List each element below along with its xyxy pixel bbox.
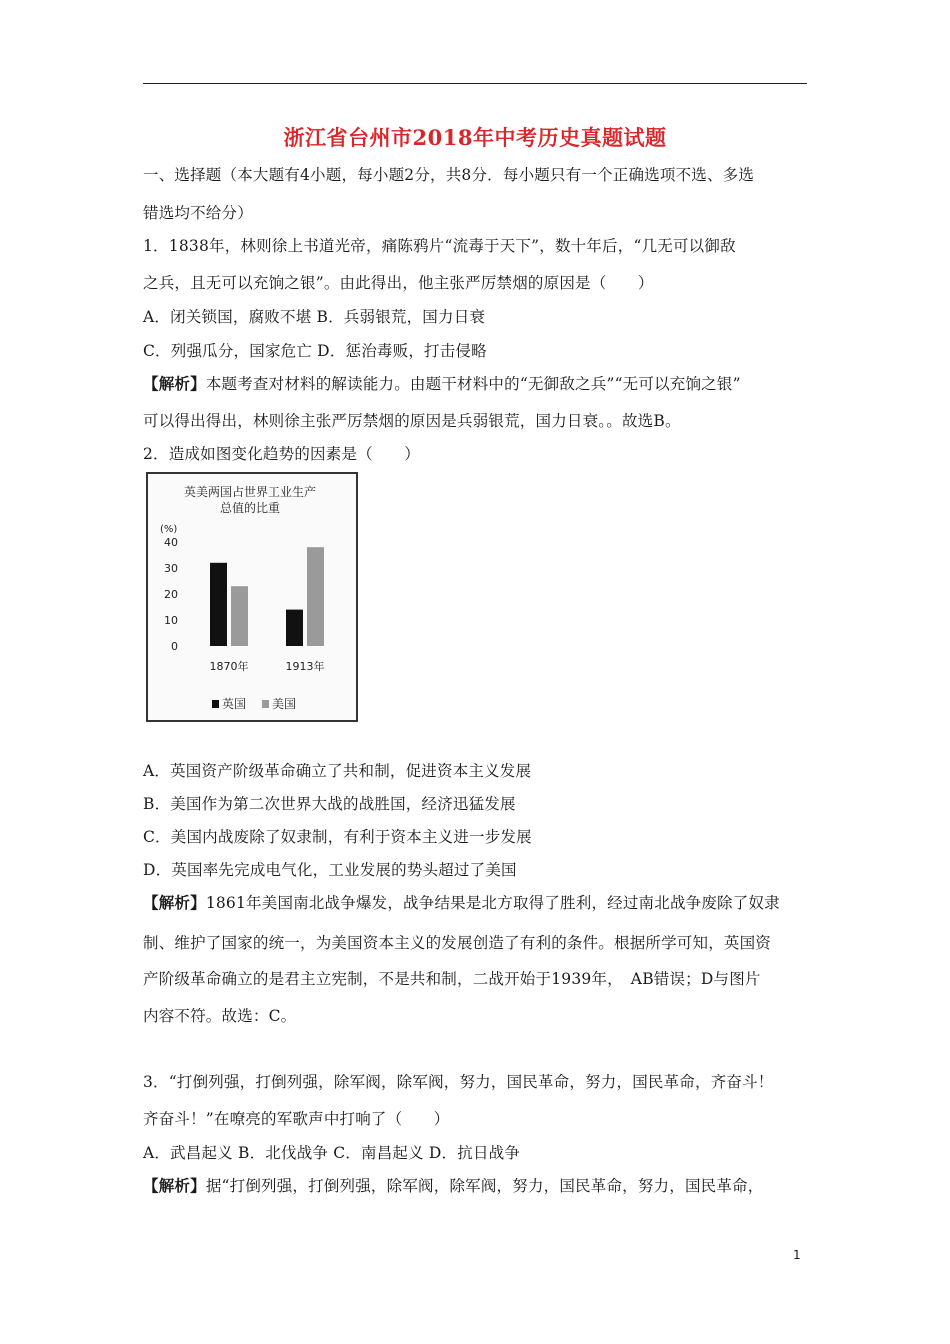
y-tick-label: 40 [164,536,178,549]
section-heading: 一、选择题（本大题有4小题，每小题2分，共8分．每小题只有一个正确选项不选、多选 [143,166,755,184]
legend-label: 美国 [272,697,297,711]
question-2-analysis [143,891,780,913]
legend-label: 英国 [222,697,247,711]
analysis-text: 本题考查对材料的解读能力。由题干材料中的“无御敌之兵”“无可以充饷之银” [205,375,741,393]
bar-美国-1913年 [307,547,324,646]
question-3-options: A．武昌起义 B．北伐战争 C．南昌起义 D．抗日战争 [143,1144,521,1162]
analysis-label: 【解析】 [143,374,206,393]
analysis-text: 1861年美国南北战争爆发，战争结果是北方取得了胜利，经过南北战争废除了奴隶 [205,894,780,912]
x-tick-label: 1870年 [209,660,249,673]
bar-美国-1870年 [231,586,248,646]
question-1-options-ab: A．闭关锁国，腐败不堪 B．兵弱银荒，国力日衰 [143,308,486,326]
legend-swatch-美国 [262,700,269,708]
bar-chart-svg [148,474,356,720]
bar-chart [146,472,358,722]
question-3-stem-cont: 齐奋斗！”在嘹亮的军歌声中打响了（ ） [143,1110,450,1128]
question-2-analysis-cont1: 制、维护了国家的统一，为美国资本主义的发展创造了有利的条件。根据所学可知，英国资 [143,934,772,952]
question-2-analysis-cont3: 内容不符。故选：C。 [143,1007,297,1025]
question-2-analysis-cont2: 产阶级革命确立的是君主立宪制，不是共和制，二战开始于1939年， AB错误；D与图片 [143,970,761,988]
question-2-option-a: A．英国资产阶级革命确立了共和制，促进资本主义发展 [143,762,532,780]
page-number: 1 [793,1248,801,1262]
chart-title-line2: 总值的比重 [219,501,281,515]
analysis-label: 【解析】 [143,1176,206,1195]
legend-swatch-英国 [212,700,219,708]
bar-英国-1870年 [210,563,227,646]
y-tick-label: 10 [164,614,178,627]
question-2-option-b: B．美国作为第二次世界大战的战胜国，经济迅猛发展 [143,795,516,813]
x-tick-label: 1913年 [285,660,325,673]
question-2-option-c: C．美国内战废除了奴隶制，有利于资本主义进一步发展 [143,828,532,846]
y-tick-label: 20 [164,588,178,601]
question-3-analysis [143,1174,763,1196]
analysis-label: 【解析】 [143,893,206,912]
y-tick-label: 0 [171,640,178,653]
question-2-stem: 2．造成如图变化趋势的因素是（ ） [143,445,420,463]
chart-title-line1: 英美两国占世界工业生产 [183,485,317,499]
page-title: 浙江省台州市2018年中考历史真题试题 [283,125,667,150]
y-tick-label: 30 [164,562,178,575]
question-1-options-cd: C．列强瓜分，国家危亡 D．惩治毒贩，打击侵略 [143,342,487,360]
question-2-option-d: D．英国率先完成电气化，工业发展的势头超过了美国 [143,861,517,879]
question-1-stem: 1．1838年，林则徐上书道光帝，痛陈鸦片“流毒于天下”，数十年后，“几无可以御敌 [143,237,736,255]
analysis-text: 据“打倒列强，打倒列强，除军阀，除军阀，努力，国民革命，努力，国民革命， [205,1177,764,1195]
section-heading-cont: 错选均不给分） [143,204,253,222]
bar-英国-1913年 [286,610,303,646]
y-axis-label: (%) [160,524,178,535]
question-1-analysis-cont: 可以得出得出，林则徐主张严厉禁烟的原因是兵弱银荒，国力日衰。。故选B。 [143,412,681,430]
question-3-stem: 3．“打倒列强，打倒列强，除军阀，除军阀，努力，国民革命，努力，国民革命，齐奋斗！ [143,1073,774,1091]
header-rule [143,83,807,84]
question-1-stem-cont: 之兵，且无可以充饷之银”。由此得出，他主张严厉禁烟的原因是（ ） [143,274,654,292]
question-1-analysis [143,372,741,394]
